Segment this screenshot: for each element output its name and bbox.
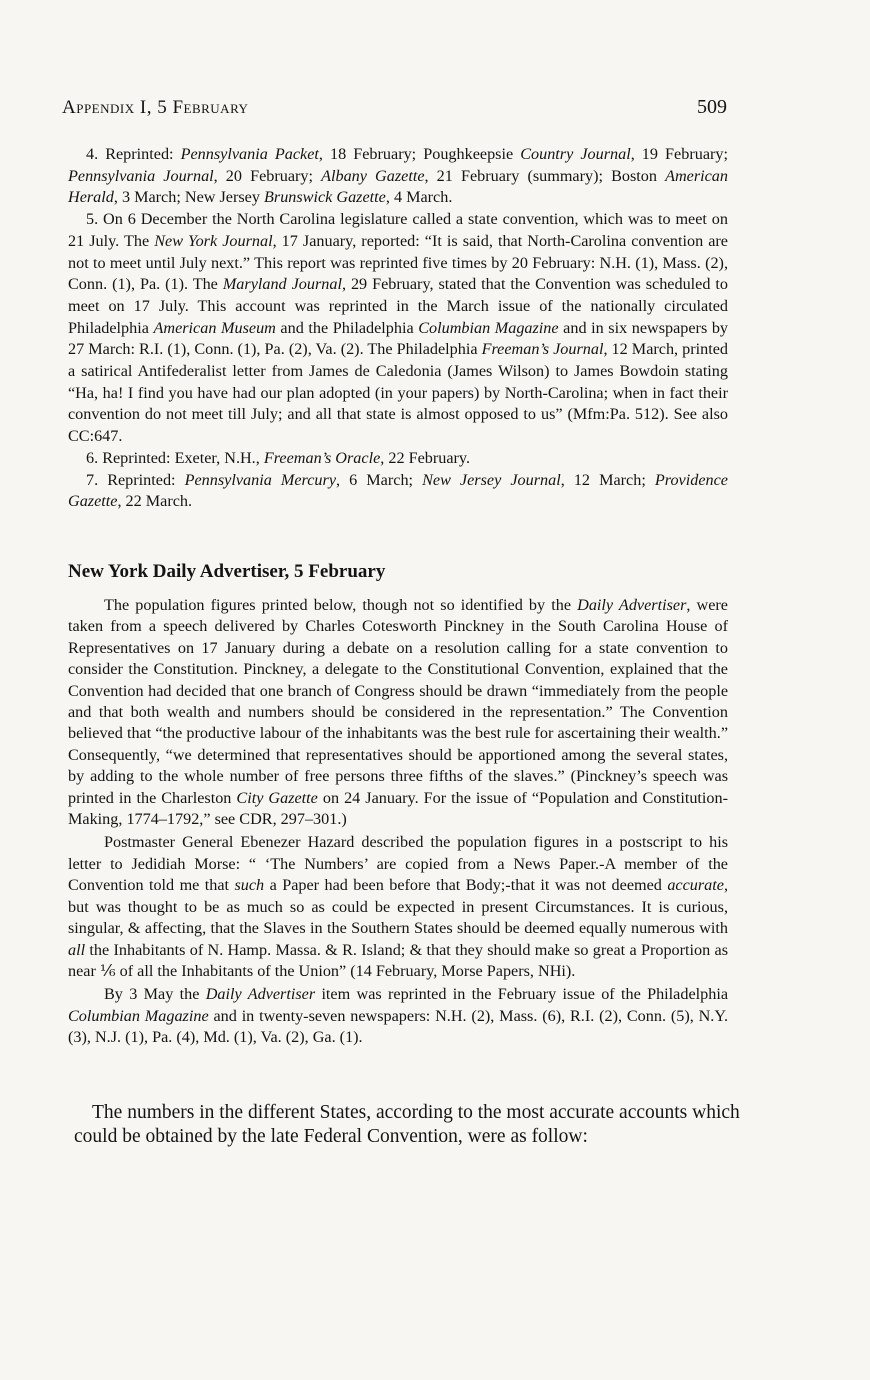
italic-title: Columbian Magazine bbox=[418, 318, 559, 337]
endnote-number: 4. bbox=[86, 145, 99, 163]
endnote bbox=[68, 448, 728, 470]
editorial-paragraph bbox=[68, 595, 728, 830]
italic-title: Maryland Journal bbox=[222, 275, 342, 294]
text-run: , 3 March; New Jersey bbox=[113, 188, 264, 207]
page-number: 509 bbox=[697, 96, 727, 118]
italic-title: accurate bbox=[667, 876, 724, 895]
endnote-number: 7. bbox=[86, 470, 99, 489]
text-run: and in twenty-seven newspapers: N.H. (2), Mass. (6), R.I. (2), Conn. (5), N.Y. (3), N.J. (1), Pa. (4), Md. (1), Va. (2), Ga. (1). bbox=[68, 1006, 728, 1047]
italic-title: City Gazette bbox=[236, 788, 318, 807]
endnote bbox=[68, 470, 728, 513]
text-run: and the Philadelphia bbox=[275, 318, 419, 337]
italic-title: Daily Advertiser bbox=[577, 596, 687, 614]
endnote bbox=[68, 144, 728, 209]
endnote bbox=[68, 209, 728, 448]
italic-title: American Herald bbox=[68, 166, 728, 207]
text-run: , 19 February; bbox=[630, 145, 728, 163]
italic-title: Columbian Magazine bbox=[68, 1006, 209, 1025]
italic-title: Brunswick Gazette bbox=[264, 188, 386, 207]
section-heading: New York Daily Advertiser, 5 February bbox=[68, 561, 386, 582]
italic-title: Country Journal bbox=[520, 145, 631, 163]
editorial-note bbox=[68, 595, 728, 1049]
text-run: , 20 February; bbox=[213, 166, 322, 185]
italic-title: New Jersey Journal bbox=[422, 470, 561, 489]
text-run: On 6 December the North Carolina legislature called a state convention, which was to meet on 21 July. The bbox=[68, 210, 728, 250]
running-head-title: Appendix I, 5 February bbox=[62, 97, 249, 118]
text-run: , 12 March, printed a satirical Antifederalist letter from James de Caledonia (James Wilson) to James Bowdoin stating “Ha, ha! I find you have had our plan adopted (in your papers) by North-Carolina; when in fact their convention do not meet till July; and all that state is almost opposed to us” (Mfm:Pa. 512). See also CC:647. bbox=[68, 340, 729, 446]
italic-title: all bbox=[68, 940, 86, 959]
text-run: , 4 March. bbox=[385, 188, 453, 207]
editorial-paragraph bbox=[68, 984, 728, 1048]
italic-title: New York Journal bbox=[154, 231, 273, 250]
running-head bbox=[62, 96, 727, 119]
italic-title: Albany Gazette bbox=[321, 166, 425, 185]
endnote-number: 5. bbox=[86, 210, 99, 229]
document-text: The numbers in the different States, according to the most accurate accounts which could be obtained by the late Federal Convention, were as follow: bbox=[74, 1102, 740, 1147]
italic-title: American Museum bbox=[153, 318, 276, 337]
italic-title: Providence Gazette bbox=[68, 470, 728, 511]
text-run: By 3 May the bbox=[104, 985, 206, 1004]
italic-title: Freeman’s Journal bbox=[481, 340, 604, 359]
text-run: a Paper had been before that Body;-that it was not deemed bbox=[264, 876, 668, 895]
text-run: item was reprinted in the February issue of the Philadelphia bbox=[315, 985, 729, 1004]
text-run: the Inhabitants of N. Hamp. Massa. & R. Island; & that they should make so great a Proportion as near ⅙ of all the Inhabitants of the Union” (14 February, Morse Papers, NHi). bbox=[68, 940, 728, 980]
editorial-paragraph bbox=[68, 832, 728, 982]
text-run: , but was thought to be as much so as could be expected in present Circumstances. It is curious, singular, & affecting, that the Slaves in the Southern States should be deemed equally numerous with bbox=[68, 876, 728, 938]
text-run: and in six newspapers by 27 March: R.I. (1), Conn. (1), Pa. (2), Va. (2). The Philadelphia bbox=[68, 318, 729, 359]
text-run: , 6 March; bbox=[336, 470, 423, 489]
text-run: on 24 January. For the issue of “Population and Constitution-Making, 1774–1792,” see CDR, 297–301.) bbox=[68, 788, 729, 829]
italic-title: Freeman’s Oracle bbox=[263, 448, 381, 467]
text-run: Reprinted: bbox=[98, 145, 181, 163]
text-run: , were taken from a speech delivered by Charles Cotesworth Pinckney in the South Carolina House of Representatives on 17 January during a debate on a resolution calling for a state convention to consider the Constitution. Pinckney, a delegate to the Constitutional Convention, explained that the Convention had decided that one branch of Congress should be drawn “immediately from the people and that both wealth and numbers should be considered in the representation.” The Convention believed that “the productive labour of the inhabitants was the best rule for ascertaining their wealth.” Consequently, “we determined that representatives should be apportioned among the several states, by adding to the whole number of free persons three fifths of the slaves.” (Pinckney’s speech was printed in the Charleston bbox=[68, 596, 728, 807]
italic-title: Pennsylvania Packet bbox=[180, 145, 319, 163]
italic-title: such bbox=[234, 876, 265, 895]
text-run: , 17 January, reported: “It is said, that North-Carolina convention are not to meet until July next.” This report was reprinted five times by 20 February: N.H. (1), Mass. (2), Conn. (1), Pa. (1). The bbox=[68, 231, 728, 294]
text-run: , 29 February, stated that the Convention was scheduled to meet on 17 July. This account was reprinted in the March issue of the nationally circulated Philadelphia bbox=[68, 275, 728, 337]
text-run: Reprinted: Exeter, N.H., bbox=[98, 448, 264, 467]
text-run: Postmaster General Ebenezer Hazard described the population figures in a postscript to his letter to Jedidiah Morse: “ ‘The Numbers’ are copied from a News Paper.-A member of the Convention told me that bbox=[68, 833, 728, 895]
text-run: , 18 February; Poughkeepsie bbox=[318, 145, 521, 163]
text-run: , 21 February (summary); Boston bbox=[424, 166, 666, 185]
text-run: , 22 February. bbox=[380, 448, 471, 467]
text-run: , 12 March; bbox=[560, 470, 655, 489]
italic-title: Pennsylvania Journal bbox=[68, 166, 214, 185]
endnotes bbox=[68, 144, 728, 513]
text-run: Reprinted: bbox=[98, 470, 185, 489]
text-run: The population figures printed below, though not so identified by the bbox=[104, 596, 578, 614]
italic-title: Pennsylvania Mercury bbox=[184, 470, 337, 489]
text-run: , 22 March. bbox=[117, 492, 193, 511]
endnote-number: 6. bbox=[86, 448, 99, 467]
italic-title: Daily Advertiser bbox=[205, 985, 316, 1004]
